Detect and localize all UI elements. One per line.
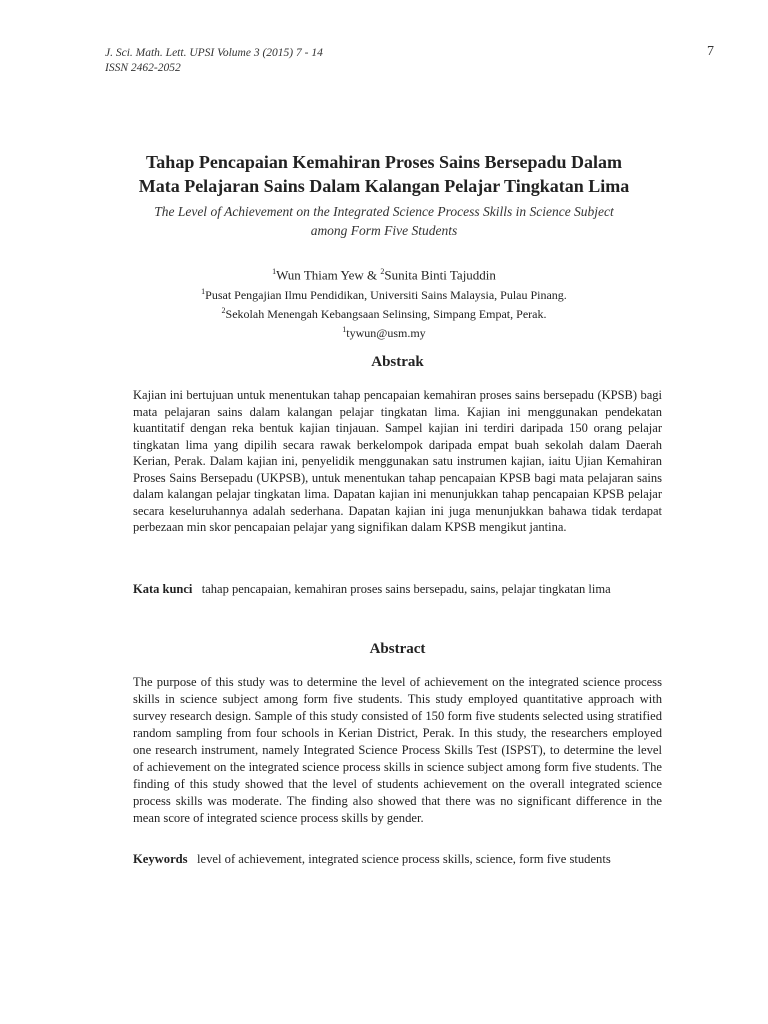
abstrak-keywords-label: Kata kunci [133, 582, 193, 596]
abstract-keywords-label: Keywords [133, 852, 188, 866]
author-1: Wun Thiam Yew & [276, 267, 381, 283]
title-line-1: Tahap Pencapaian Kemahiran Proses Sains Bersepadu Dalam [145, 152, 623, 172]
page-number: 7 [707, 44, 714, 59]
abstrak-keywords [133, 581, 662, 598]
paper-title [80, 150, 688, 198]
abstract-body: The purpose of this study was to determine the level of achievement on the integrated science process skills in science subject among form five students. This study employed quantitative approach with survey research design. Sample of this study consisted of 150 form five students selected using stratified random sampling from four schools in Kerian District, Perak. In this study, the researchers employed one research instrument, namely Integrated Science Process Skills Test (ISPST), to determine the level of achievement on the integrated science process skills in science subject among form five students. The finding of this study showed that the level of students achievement on the overall integrated science process skills was moderate. The finding also showed that there was no significant difference in the mean score of integrated science process skills by gender. [133, 675, 662, 825]
author-email [100, 322, 668, 341]
paper-subtitle [100, 202, 668, 240]
abstrak-body: Kajian ini bertujuan untuk menentukan tahap pencapaian kemahiran proses sains bersepadu (KPSB) bagi mata pelajaran sains dalam kalangan pelajar tingkatan lima. Kajian ini menggunakan pendekatan kuantitatif dengan reka bentuk kajian tinjauan. Sampel kajian ini terdiri daripada 150 orang pelajar tingkatan lima yang dipilih secara rawak berkelompok daripada empat buah sekolah dalam Daerah Kerian, Perak. Dalam kajian ini, penyelidik menggunakan satu instrumen kajian, iaitu Ujian Kemahiran Proses Sains Bersepadu (UKPSB), untuk menentukan tahap pencapaian KPSB bagi mata pelajaran sains dalam kalangan pelajar tingkatan lima. Dapatan kajian ini menunjukkan tahap pencapaian KPSB pelajar secara keseluruhannya adalah sederhana. Dapatan kajian ini juga menunjukkan bahawa tidak terdapat perbezaan min skor pencapaian pelajar yang signifikan dalam KPSB mengikut jantina. [133, 388, 662, 534]
affiliation-1-text: Pusat Pengajian Ilmu Pendidikan, Universiti Sains Malaysia, Pulau Pinang. [205, 288, 567, 303]
abstract-keywords-text: level of achievement, integrated science process skills, science, form five students [197, 852, 611, 866]
affiliation-2-text: Sekolah Menengah Kebangsaan Selinsing, Simpang Empat, Perak. [225, 307, 547, 322]
author-2: Sunita Binti Tajuddin [384, 267, 496, 283]
subtitle-line-2: among Form Five Students [310, 223, 458, 238]
email-text[interactable]: tywun@usm.my [346, 326, 426, 341]
email-sup: 1 [342, 325, 347, 335]
affiliation-1 [100, 284, 668, 303]
abstrak-heading: Abstrak [371, 354, 424, 370]
subtitle-line-1: The Level of Achievement on the Integrated Science Process Skills in Science Subject [154, 204, 614, 219]
abstrak-keywords-text: tahap pencapaian, kemahiran proses sains bersepadu, sains, pelajar tingkatan lima [201, 582, 611, 596]
journal-citation [105, 46, 323, 76]
affil-sup-2: 2 [221, 306, 226, 316]
abstract-heading: Abstract [369, 641, 426, 657]
author-sup-1: 1 [272, 267, 277, 276]
affil-sup-1: 1 [201, 287, 206, 297]
affiliation-2 [100, 303, 668, 322]
issn-line: ISSN 2462-2052 [105, 62, 181, 74]
author-names [100, 263, 668, 284]
abstract-keywords [133, 851, 662, 868]
journal-line: J. Sci. Math. Lett. UPSI Volume 3 (2015) 7 - 14 [105, 47, 323, 59]
title-line-2: Mata Pelajaran Sains Dalam Kalangan Pelajar Tingkatan Lima [138, 176, 630, 196]
author-block [100, 263, 668, 341]
author-sup-2: 2 [380, 267, 385, 276]
